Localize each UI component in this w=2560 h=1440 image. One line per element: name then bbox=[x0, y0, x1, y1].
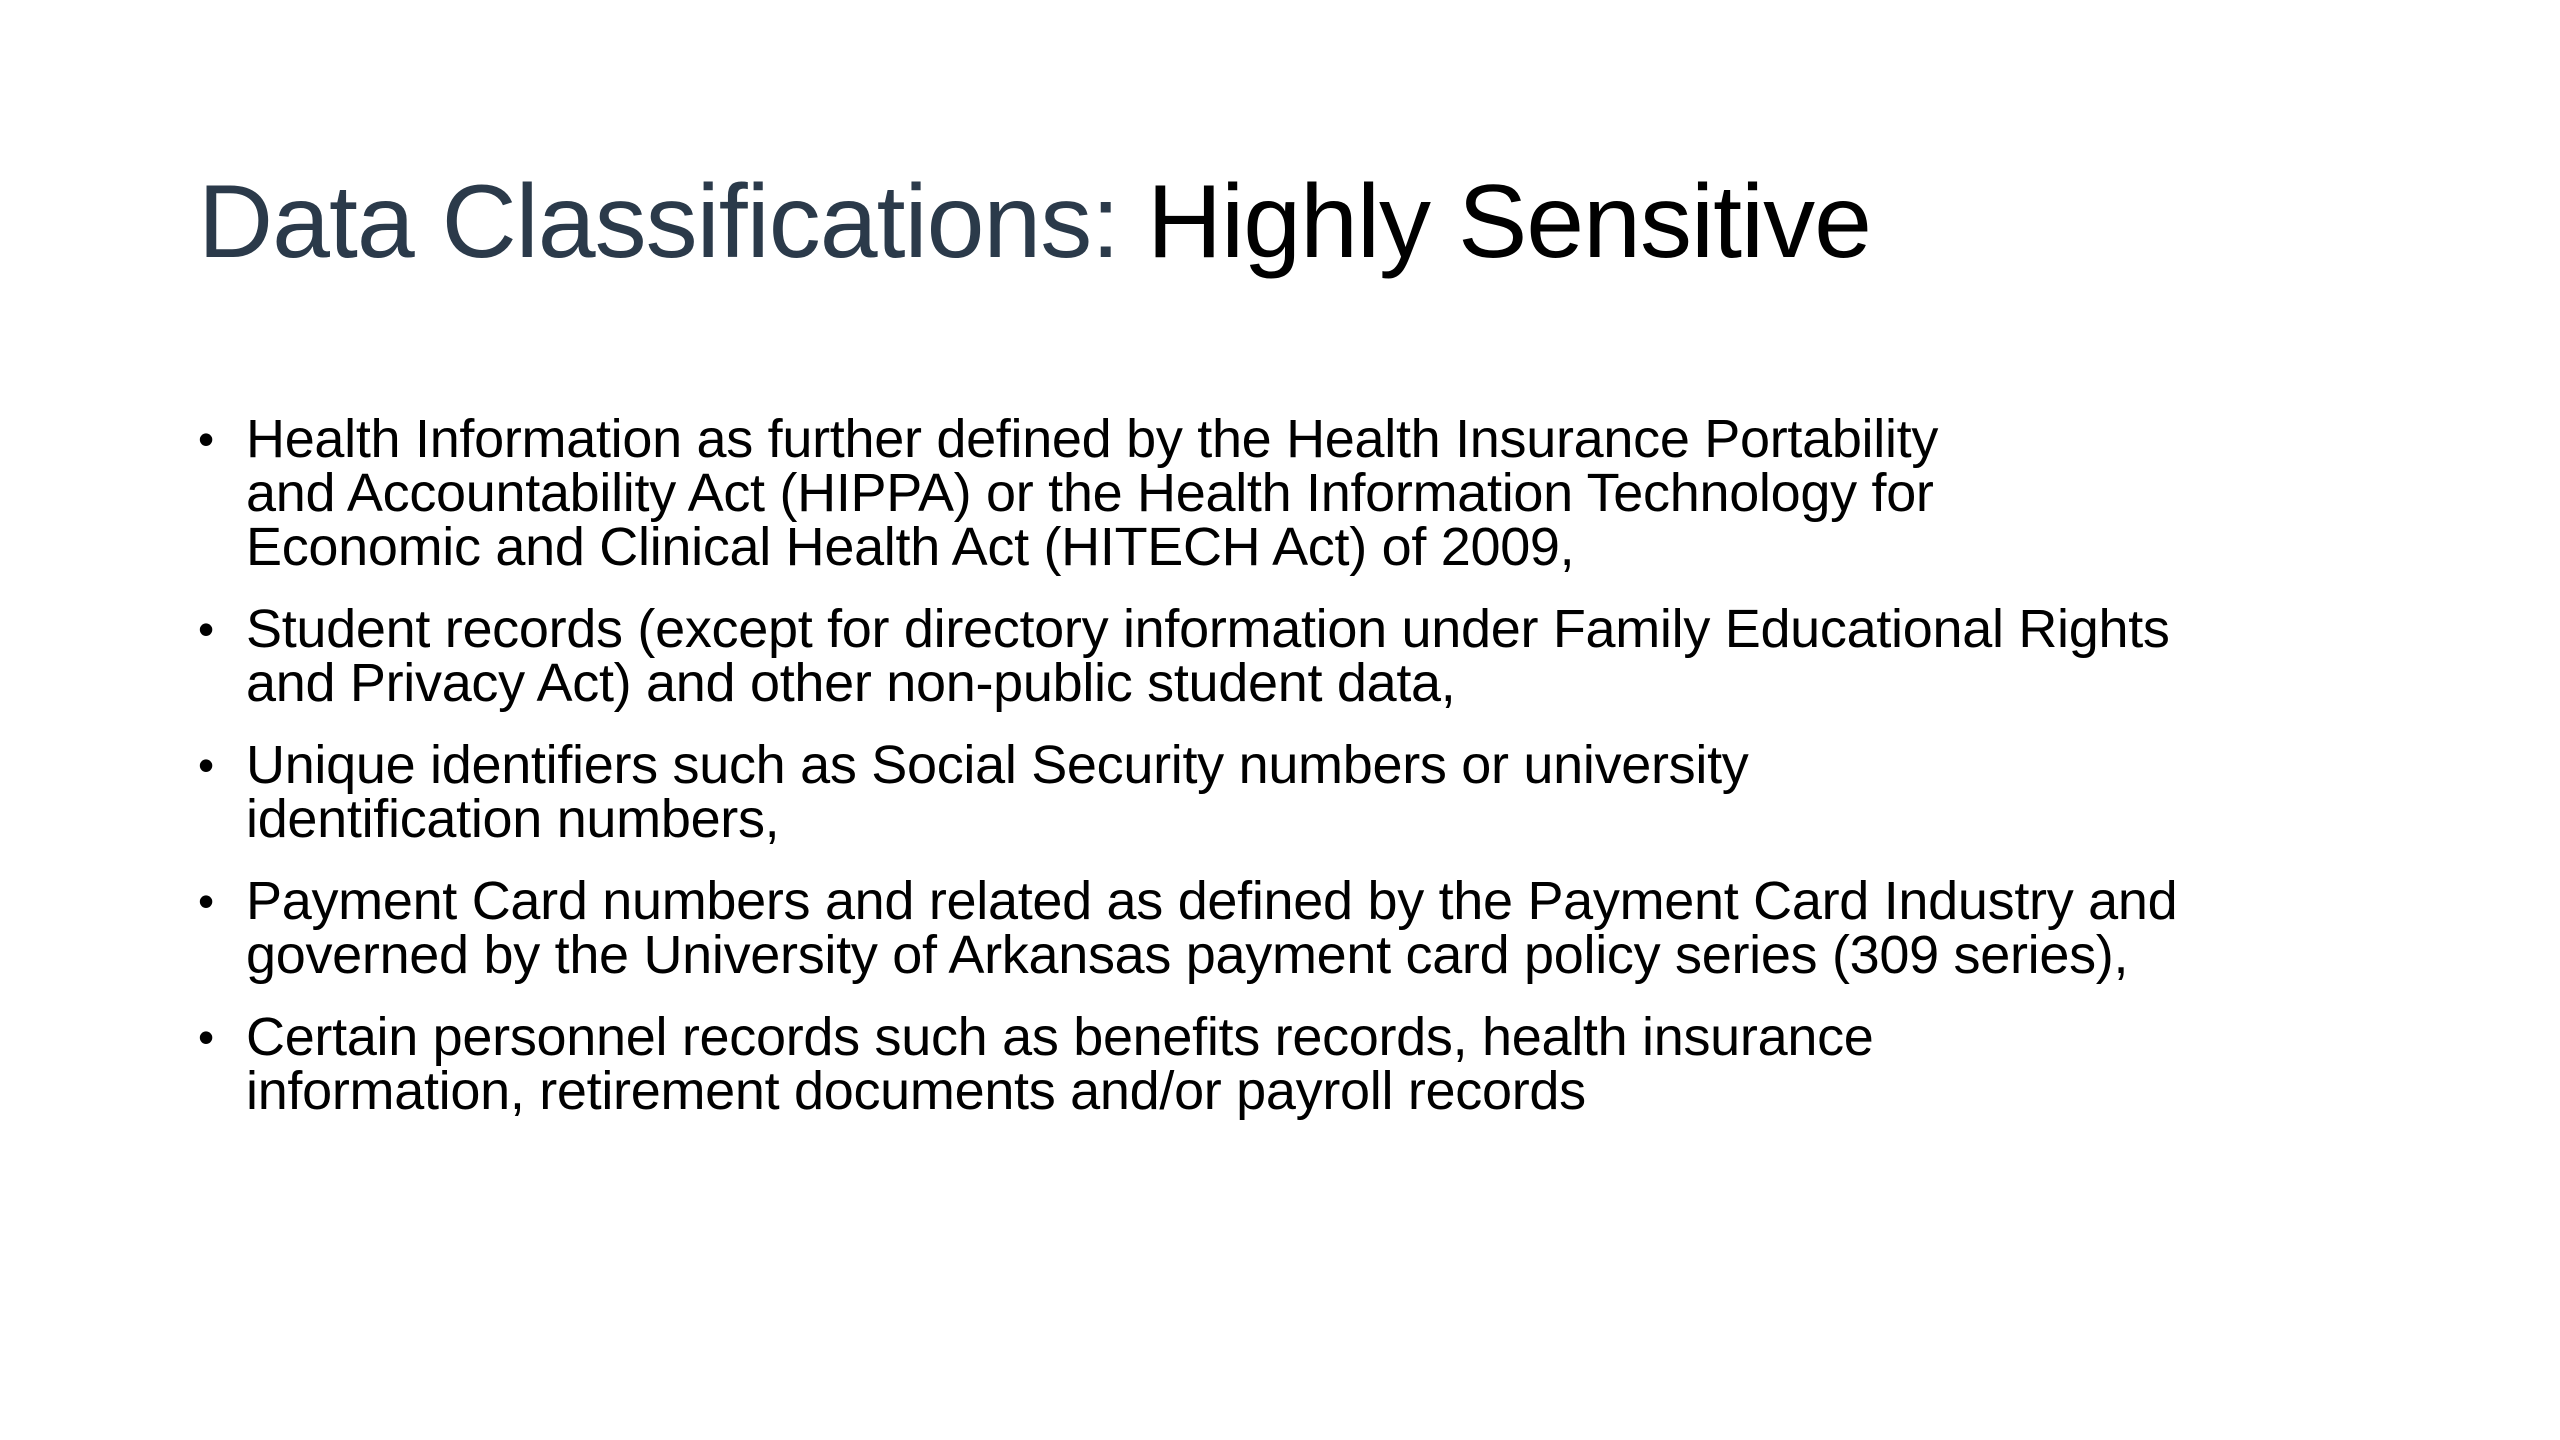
slide-title bbox=[198, 158, 1871, 286]
bullet-line: Health Information as further defined by the Health Insurance Portability bbox=[246, 409, 1939, 469]
bullet-icon: • bbox=[198, 603, 214, 655]
bullet-line: Certain personnel records such as benefits records, health insurance bbox=[246, 1007, 1874, 1067]
title-emphasis: Highly Sensitive bbox=[1147, 164, 1871, 280]
bullet-line: Student records (except for directory information under Family Educational Rights bbox=[246, 599, 2170, 659]
bullet-item-unique-identifiers bbox=[198, 735, 2438, 849]
bullet-line: information, retirement documents and/or payroll records bbox=[246, 1061, 1586, 1121]
bullet-line: governed by the University of Arkansas payment card policy series (309 series), bbox=[246, 925, 2129, 985]
bullet-list bbox=[198, 409, 2438, 1146]
bullet-line: Payment Card numbers and related as defined by the Payment Card Industry and bbox=[246, 871, 2178, 931]
bullet-line: and Accountability Act (HIPPA) or the Health Information Technology for bbox=[246, 463, 1934, 523]
title-prefix: Data Classifications: bbox=[198, 164, 1148, 280]
bullet-item-student-records bbox=[198, 599, 2438, 713]
bullet-item-health-information bbox=[198, 409, 2438, 577]
bullet-icon: • bbox=[198, 413, 214, 465]
bullet-line: identification numbers, bbox=[246, 789, 780, 849]
bullet-line: Economic and Clinical Health Act (HITECH Act) of 2009, bbox=[246, 517, 1575, 577]
bullet-icon: • bbox=[198, 875, 214, 927]
bullet-line: Unique identifiers such as Social Security numbers or university bbox=[246, 735, 1749, 795]
bullet-item-personnel-records bbox=[198, 1007, 2438, 1121]
bullet-item-payment-card bbox=[198, 871, 2438, 985]
bullet-icon: • bbox=[198, 1011, 214, 1063]
bullet-line: and Privacy Act) and other non-public student data, bbox=[246, 653, 1456, 713]
bullet-icon: • bbox=[198, 739, 214, 791]
